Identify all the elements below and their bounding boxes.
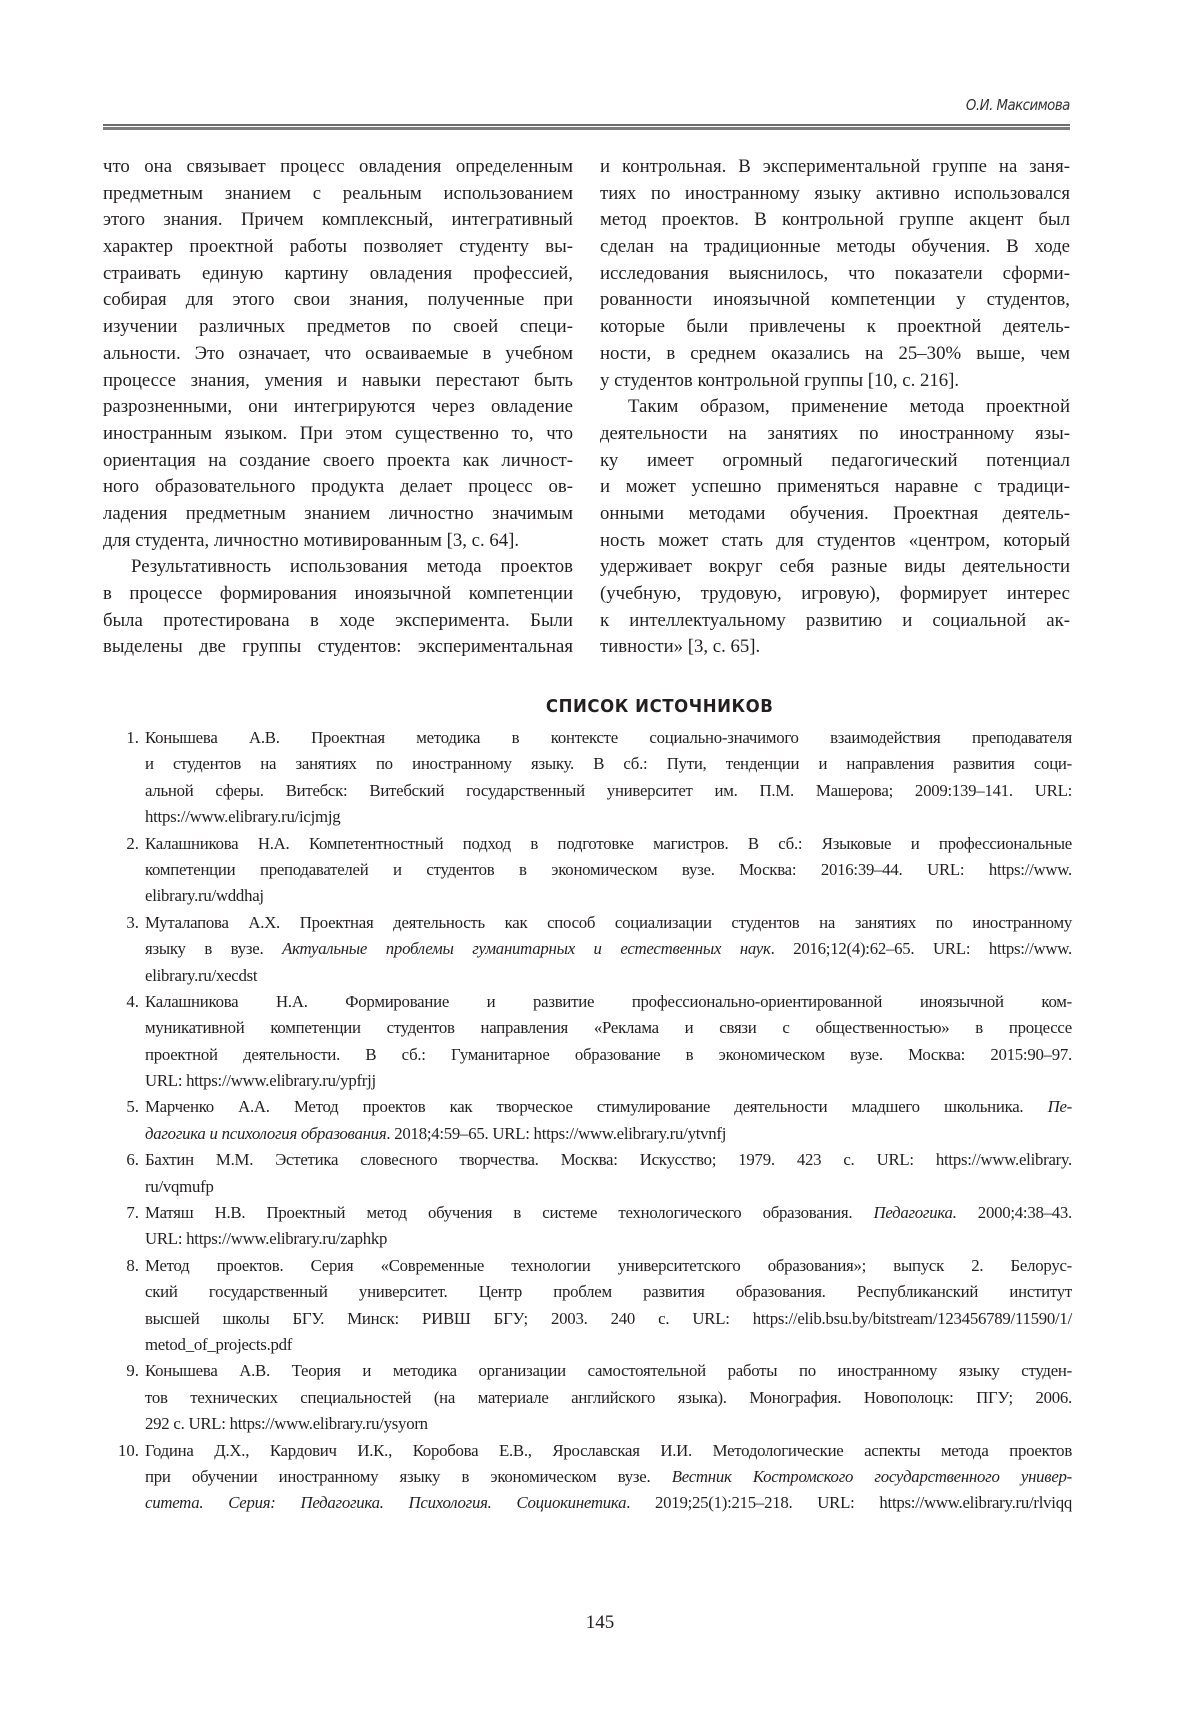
header-double-rule	[103, 124, 1070, 130]
reference-item	[115, 989, 1072, 1095]
reference-line: Конышева А.В. Теория и методика организации самостоятельной работы по иностранному языку студен-	[145, 1361, 1072, 1381]
reference-line: компетенции преподавателей и студентов в экономическом вузе. Москва: 2016:39–44. URL: https://www.	[145, 859, 1072, 879]
body-line: и контрольная. В экспериментальной группе на заня-	[600, 156, 1070, 177]
body-line: в процессе формирования иноязычной компетенции	[103, 583, 573, 604]
journal-title: дагогика и психология образования	[145, 1123, 387, 1143]
body-line: Результативность использования метода проектов	[131, 556, 573, 578]
running-head-author: О.И. Максимова	[966, 96, 1070, 114]
reference-number: 5.	[126, 1097, 139, 1117]
header-rule-line-top	[103, 124, 1070, 126]
body-line: иностранным языком. При этом существенно то, что	[103, 422, 573, 444]
body-line: изучении различных предметов по своей специ-	[103, 316, 573, 338]
reference-line	[145, 1121, 1072, 1147]
body-line: Таким образом, применение метода проектной	[628, 396, 1070, 418]
reference-link[interactable]: elibrary.ru/wddhaj	[145, 886, 264, 906]
reference-line: Калашникова Н.А. Компетентностный подход в подготовке магистров. В сб.: Языковые и профессиональные	[145, 833, 1072, 853]
body-line: рованности иноязычной компетенции у студентов,	[600, 289, 1070, 311]
reference-link[interactable]: 292 с. URL: https://www.elibrary.ru/ysyorn	[145, 1414, 428, 1434]
reference-line: Муталапова А.Х. Проектная деятельность как способ социализации студентов на занятиях по иностранному	[145, 912, 1072, 932]
body-line: онными методами обучения. Проектная деятель-	[600, 502, 1070, 524]
reference-line	[145, 1200, 1072, 1226]
reference-text: 2000;4:38–43.	[956, 1203, 1072, 1223]
reference-text: Марченко А.А. Метод проектов как творческое стимулирование деятельности младшего школьника.	[145, 1097, 1048, 1117]
reference-item	[115, 910, 1072, 989]
body-line: что она связывает процесс овладения определенным	[103, 156, 573, 177]
reference-item	[115, 1147, 1072, 1200]
reference-number: 6.	[126, 1150, 139, 1170]
body-line: сделан на традиционные методы обучения. В ходе	[600, 236, 1070, 258]
body-right-column	[600, 154, 1070, 661]
header-rule-line-bottom	[103, 127, 1070, 130]
body-line: страивать единую картину овладения профессией,	[103, 262, 573, 284]
reference-item	[115, 1358, 1072, 1437]
reference-item	[115, 1200, 1072, 1253]
journal-title: Пе-	[1047, 1097, 1072, 1117]
reference-link[interactable]: . 2019;25(1):215–218. URL: https://www.elibrary.ru/rlviqq	[626, 1493, 1072, 1513]
reference-link[interactable]: . 2018;4:59–65. URL: https://www.elibrary.ru/ytvnfj	[386, 1123, 727, 1143]
reference-item	[115, 1253, 1072, 1359]
body-line: у студентов контрольной группы [10, с. 216].	[600, 369, 960, 391]
body-line: метод проектов. В контрольной группе акцент был	[600, 209, 1070, 231]
references-heading	[0, 696, 1200, 717]
reference-line: муникативной компетенции студентов направления «Реклама и связи с общественностью» в процессе	[145, 1018, 1072, 1038]
body-left-column	[103, 154, 573, 661]
body-line: разрозненными, они интегрируются через овладение	[103, 396, 573, 418]
references-list	[115, 725, 1072, 1517]
body-line: для студента, личностно мотивированным [3, с. 64].	[103, 529, 520, 551]
reference-line	[145, 1094, 1072, 1120]
reference-number: 1.	[126, 728, 139, 747]
body-line: тивности» [3, с. 65].	[600, 636, 761, 658]
journal-title: Актуальные проблемы гуманитарных и естественных наук	[282, 939, 771, 959]
reference-item	[115, 725, 1072, 831]
body-line: выделены две группы студентов: экспериментальная	[103, 636, 573, 658]
body-line: ности, в среднем оказались на 25–30% выше, чем	[600, 342, 1070, 364]
page-number: 145	[585, 1612, 615, 1633]
body-line: ность может стать для студентов «центром, который	[600, 529, 1070, 551]
reference-text: Матяш Н.В. Проектный метод обучения в системе технологического образования.	[145, 1203, 874, 1223]
body-line: и может успешно применяться наравне с традици-	[600, 476, 1070, 498]
reference-number: 2.	[126, 833, 139, 853]
body-line: исследования выяснилось, что показатели сформи-	[600, 262, 1070, 284]
reference-line: ский государственный университет. Центр проблем развития образования. Республиканский институт	[145, 1282, 1072, 1302]
reference-number: 9.	[126, 1361, 139, 1381]
body-line: деятельности на занятиях по иностранному язы-	[600, 422, 1070, 444]
body-line: к интеллектуальному развитию и социальной ак-	[600, 609, 1070, 631]
body-line: собирая для этого свои знания, полученные при	[103, 289, 573, 311]
reference-line: тов технических специальностей (на материале английского языка). Монография. Новополоцк: ПГУ; 2006.	[145, 1387, 1072, 1407]
reference-line	[145, 1464, 1072, 1490]
reference-link[interactable]: https://www.elibrary.ru/icjmjg	[145, 807, 341, 827]
reference-text: . 2016;12(4):62–65. URL: https://www.	[770, 939, 1072, 959]
reference-number: 3.	[126, 912, 139, 932]
body-line: этого знания. Причем комплексный, интегративный	[103, 209, 573, 231]
reference-link[interactable]: elibrary.ru/xecdst	[145, 965, 258, 985]
body-line: альности. Это означает, что осваиваемые в учебном	[103, 342, 573, 364]
body-line: процессе знания, умения и навыки перестают быть	[103, 369, 573, 391]
journal-title: ситета. Серия: Педагогика. Психология. Социокинетика	[145, 1493, 627, 1513]
body-line: была протестирована в ходе эксперимента. Были	[103, 609, 573, 631]
reference-item	[115, 1094, 1072, 1147]
reference-line: и студентов на занятиях по иностранному языку. В сб.: Пути, тенденции и направления развития соци-	[145, 754, 1072, 774]
body-line: которые были привлечены к проектной деятель-	[600, 316, 1070, 338]
body-line: ного образовательного продукта делает процесс ов-	[103, 476, 573, 498]
reference-line: Година Д.Х., Кардович И.К., Коробова Е.В., Ярославская И.И. Методологические аспекты метода проектов	[145, 1440, 1072, 1460]
reference-link[interactable]: URL: https://www.elibrary.ru/zaphkp	[145, 1229, 388, 1249]
references-heading-text: СПИСОК ИСТОЧНИКОВ	[546, 696, 774, 717]
reference-number: 8.	[126, 1255, 139, 1275]
reference-item	[115, 1438, 1072, 1517]
body-line: (учебную, трудовую, игровую), формирует интерес	[600, 583, 1070, 604]
reference-line: высшей школы БГУ. Минск: РИВШ БГУ; 2003. 240 с. URL: https://elib.bsu.by/bitstream/123456789/11590/1/	[145, 1308, 1072, 1328]
reference-link[interactable]: ru/vqmufp	[145, 1176, 214, 1196]
reference-line: проектной деятельности. В сб.: Гуманитарное образование в экономическом вузе. Москва: 2015:90–97.	[145, 1044, 1072, 1064]
reference-line: Калашникова Н.А. Формирование и развитие профессионально-ориентированной иноязычной ком-	[145, 991, 1072, 1011]
reference-text: при обучении иностранному языку в экономическом вузе.	[145, 1466, 672, 1486]
reference-line: альной сферы. Витебск: Витебский государственный университет им. П.М. Машерова; 2009:139–141. URL:	[145, 780, 1072, 800]
body-line: ку имеет огромный педагогический потенциал	[600, 449, 1070, 471]
reference-link[interactable]: URL: https://www.elibrary.ru/ypfrjj	[145, 1071, 376, 1091]
reference-line: Бахтин М.М. Эстетика словесного творчества. Москва: Искусство; 1979. 423 с. URL: https://www.elibrary.	[145, 1150, 1072, 1170]
body-line: удерживает вокруг себя разные виды деятельности	[600, 556, 1070, 578]
body-line: ладения предметным знанием личностно значимым	[103, 502, 573, 524]
body-line: характер проектной работы позволяет студенту вы-	[103, 236, 573, 258]
body-line: ориентация на создание своего проекта как личност-	[103, 449, 573, 471]
reference-text: языку в вузе.	[145, 939, 283, 959]
reference-line: Конышева А.В. Проектная методика в контексте социально-значимого взаимодействия преподавателя	[145, 728, 1072, 747]
reference-line	[145, 936, 1072, 962]
journal-title: Вестник Костромского государственного универ-	[671, 1466, 1072, 1486]
journal-title: Педагогика.	[873, 1203, 957, 1223]
reference-number: 10.	[118, 1440, 139, 1460]
reference-number: 7.	[126, 1203, 139, 1223]
reference-item	[115, 831, 1072, 910]
body-line: тиях по иностранному языку активно использовался	[600, 182, 1070, 204]
reference-line	[145, 1490, 1072, 1516]
body-line: предметным знанием с реальным использованием	[103, 182, 573, 204]
reference-number: 4.	[126, 991, 139, 1011]
reference-link[interactable]: metod_of_projects.pdf	[145, 1334, 293, 1354]
reference-line: Метод проектов. Серия «Современные технологии университетского образования»; выпуск 2. Белорус-	[145, 1255, 1072, 1275]
